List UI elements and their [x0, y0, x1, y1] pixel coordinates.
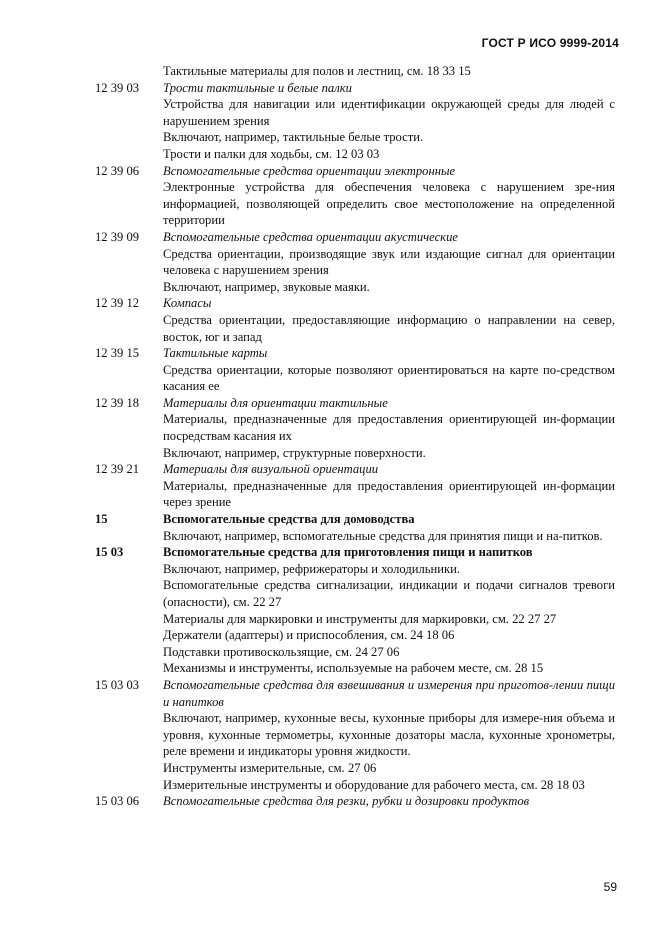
entry-title: Материалы для ориентации тактильные [163, 395, 388, 410]
entry-row [95, 345, 615, 362]
line-text: Материалы, предназначенные для предоставления ориентирующей ин-формации через зрение [163, 478, 615, 510]
text-line [95, 179, 615, 229]
text-line [95, 312, 615, 345]
entry-code: 15 03 06 [95, 794, 140, 809]
line-text: Включают, например, структурные поверхности. [163, 445, 426, 460]
entry-title: Вспомогательные средства для резки, рубки и дозировки продуктов [163, 794, 530, 809]
text-line [95, 478, 615, 511]
text-line [95, 96, 615, 129]
entry-code: 12 39 18 [95, 395, 140, 410]
entry-code: 15 03 03 [95, 677, 140, 692]
section-row [95, 511, 615, 528]
entry-row [95, 793, 615, 810]
section-title: Вспомогательные средства для приготовления пищи и напитков [163, 545, 533, 560]
entry-title: Тактильные карты [163, 346, 268, 361]
text-line [95, 710, 615, 760]
line-text: Средства ориентации, которые позволяют ориентироваться на карте по-средством касания ее [163, 362, 615, 394]
entry-code: 12 39 09 [95, 229, 140, 244]
line-text: Механизмы и инструменты, используемые на рабочем месте, см. 28 15 [163, 661, 544, 676]
text-line [95, 611, 615, 628]
entry-row [95, 295, 615, 312]
line-text: Инструменты измерительные, см. 27 06 [163, 760, 377, 775]
line-text: Вспомогательные средства сигнализации, индикации и подачи сигналов тревоги (опасности), см. 22 27 [163, 578, 615, 609]
page-number: 59 [603, 880, 617, 894]
document-body [95, 63, 615, 810]
section-code: 15 03 [95, 545, 124, 560]
entry-code: 12 39 12 [95, 296, 140, 311]
entry-row [95, 461, 615, 478]
text-line [95, 246, 615, 279]
line-text: Включают, например, тактильные белые трости. [163, 130, 424, 145]
page-header-standard: ГОСТ Р ИСО 9999-2014 [481, 36, 619, 50]
line-text: Электронные устройства для обеспечения человека с нарушением зре-ния информацией, позволяющей определить свое местоположение на определенной территории [163, 180, 615, 228]
line-text: Измерительные инструменты и оборудование для рабочего места, см. 28 18 03 [163, 777, 585, 792]
entry-code: 12 39 03 [95, 80, 140, 95]
text-line [95, 362, 615, 395]
line-text: Средства ориентации, производящие звук или издающие сигнал для ориентации человека с нарушением зрения [163, 246, 615, 278]
entry-title: Вспомогательные средства для взвешивания и измерения при приготов-лении пищи и напитков [163, 677, 615, 709]
entry-code: 12 39 06 [95, 163, 140, 178]
line-text: Включают, например, звуковые маяки. [163, 279, 370, 294]
text-line [95, 129, 615, 146]
text-line [95, 63, 615, 80]
section-code: 15 [95, 512, 108, 527]
line-text: Тактильные материалы для полов и лестниц, см. 18 33 15 [163, 64, 471, 78]
line-text: Средства ориентации, предоставляющие информацию о направлении на север, восток, юг и запад [163, 312, 615, 344]
line-text: Устройства для навигации или идентификации окружающей среды для людей с нарушением зрения [163, 97, 615, 128]
entry-row [95, 80, 615, 97]
text-line [95, 577, 615, 610]
text-line [95, 411, 615, 444]
line-text: Включают, например, вспомогательные средства для принятия пищи и на-питков. [163, 528, 603, 543]
text-line [95, 760, 615, 777]
line-text: Материалы для маркировки и инструменты для маркировки, см. 22 27 27 [163, 611, 557, 626]
line-text: Подставки противоскользящие, см. 24 27 06 [163, 644, 400, 659]
entry-code: 12 39 21 [95, 462, 140, 477]
entry-row [95, 677, 615, 710]
text-line [95, 644, 615, 661]
entry-row [95, 163, 615, 180]
entry-row [95, 395, 615, 412]
entry-title: Компасы [163, 296, 212, 311]
text-line [95, 528, 615, 545]
entry-title: Трости тактильные и белые палки [163, 80, 352, 95]
text-line [95, 445, 615, 462]
entry-title: Вспомогательные средства ориентации акустические [163, 229, 458, 244]
entry-code: 12 39 15 [95, 346, 140, 361]
text-line [95, 660, 615, 677]
entry-row [95, 229, 615, 246]
section-title: Вспомогательные средства для домоводства [163, 512, 415, 527]
entry-title: Вспомогательные средства ориентации электронные [163, 163, 456, 178]
section-row [95, 544, 615, 561]
line-text: Материалы, предназначенные для предоставления ориентирующей ин-формации посредствам касания их [163, 412, 615, 444]
line-text: Включают, например, рефрижераторы и холодильники. [163, 561, 461, 576]
text-line [95, 627, 615, 644]
entry-title: Материалы для визуальной ориентации [163, 462, 379, 477]
text-line [95, 146, 615, 163]
line-text: Держатели (адаптеры) и приспособления, см. 24 18 06 [163, 628, 455, 643]
text-line [95, 279, 615, 296]
text-line [95, 777, 615, 794]
line-text: Трости и палки для ходьбы, см. 12 03 03 [163, 146, 380, 161]
text-line [95, 561, 615, 578]
line-text: Включают, например, кухонные весы, кухонные приборы для измере-ния объема и уровня, кухонные термометры, кухонные дозаторы масла, кухонные хронометры, реле времени и индикаторы уровня жидкости. [163, 711, 615, 759]
